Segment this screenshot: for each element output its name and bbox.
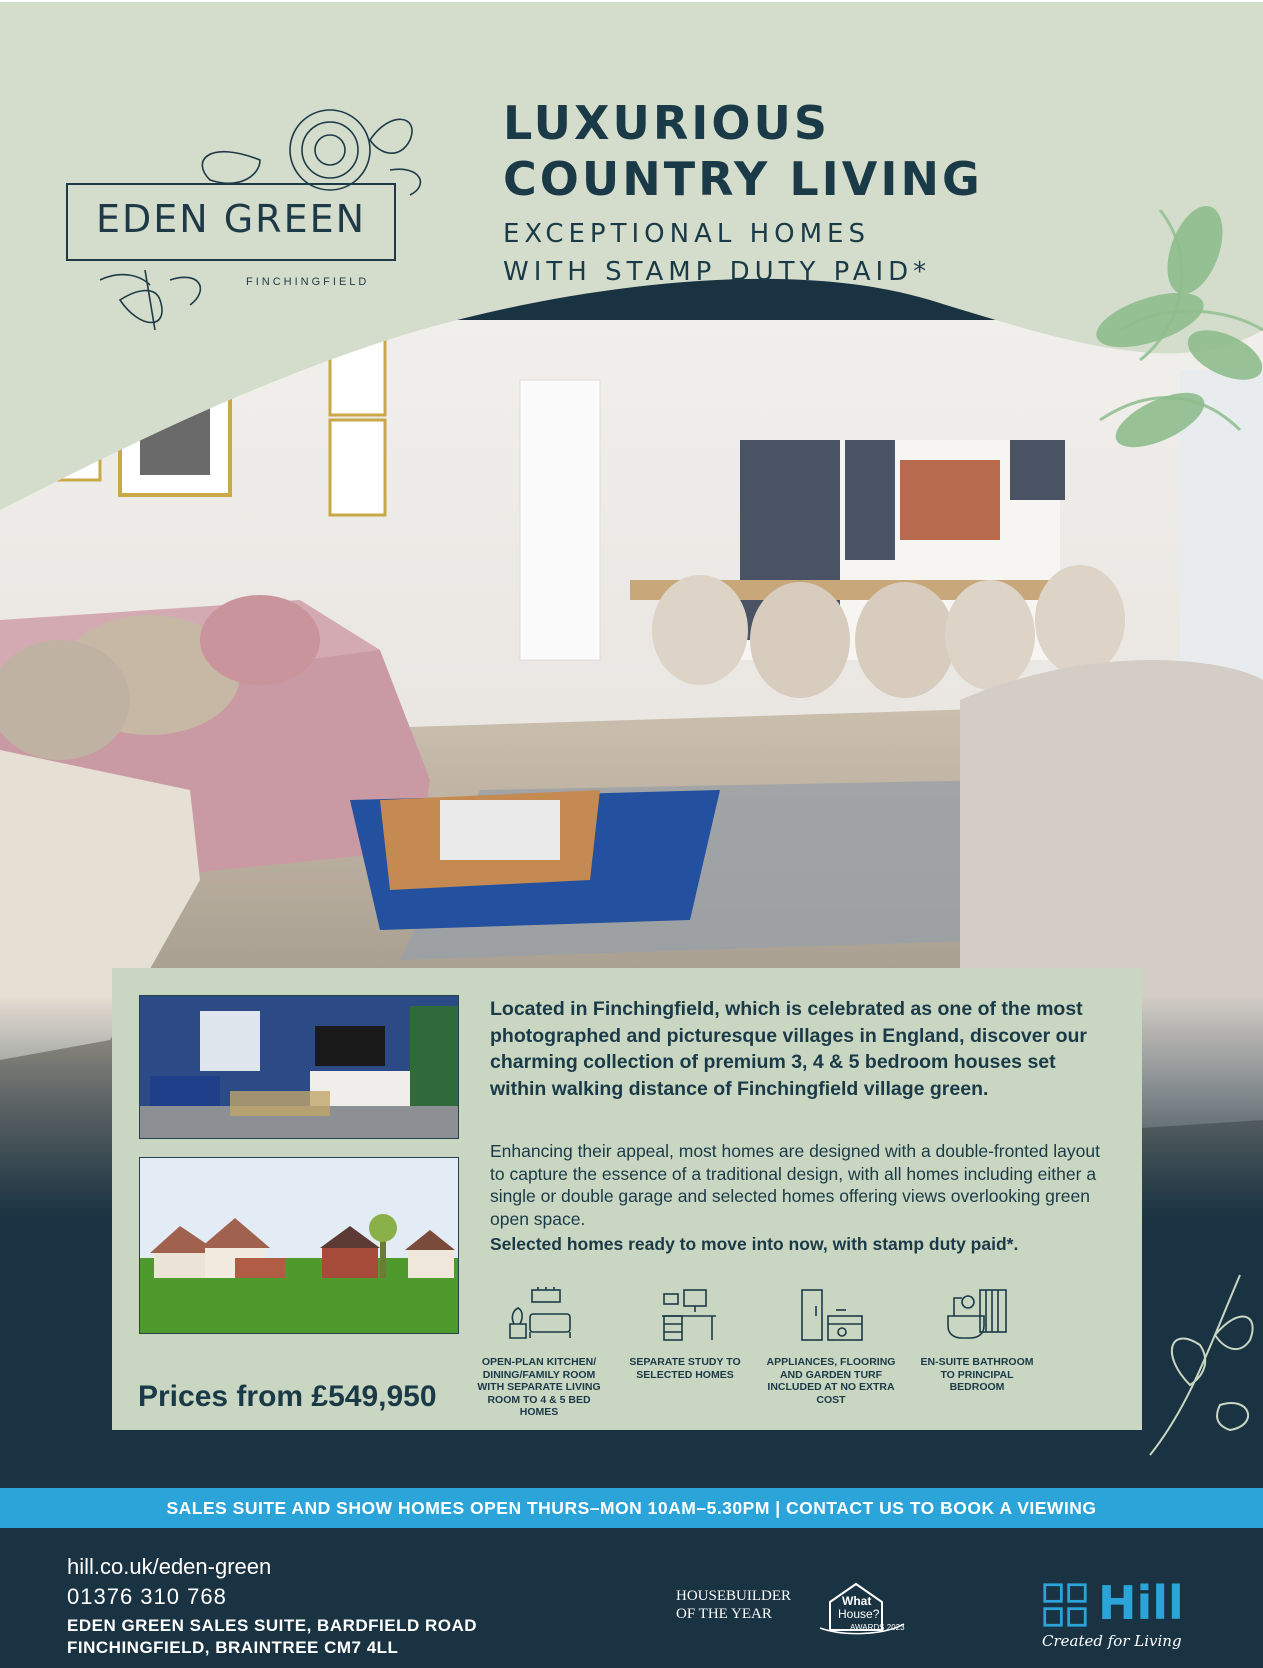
subhead-line-1: EXCEPTIONAL HOMES [503, 219, 870, 249]
award-badge-line-1: What [842, 1594, 872, 1608]
award-badge-line-3: AWARDS 2023 [850, 1623, 905, 1632]
award-line-1: HOUSEBUILDER [676, 1588, 791, 1604]
body-paragraph: Enhancing their appeal, most homes are designed with a double-fronted layout to capture the essence of a traditional design, with all homes including either a single or double garage and selected homes offering views overlooking green open space. [490, 1141, 1100, 1229]
whathouse-logo [812, 1578, 912, 1638]
feature-kitchen-caption: OPEN-PLAN KITCHEN/ DINING/FAMILY ROOM WITH SEPARATE LIVING ROOM TO 4 & 5 BED HOMES [477, 1356, 601, 1418]
headline-line-2: COUNTRY LIVING [503, 152, 983, 206]
hill-grid-icon [1042, 1582, 1088, 1628]
phone-number[interactable]: 01376 310 768 [67, 1584, 227, 1609]
top-border [0, 0, 1263, 2]
logo-box [66, 183, 396, 261]
bathroom-icon [942, 1286, 1012, 1344]
company-tagline: Created for Living [1042, 1632, 1182, 1650]
headline-line-1: LUXURIOUS [503, 96, 830, 150]
opening-hours-banner: SALES SUITE AND SHOW HOMES OPEN THURS–MON 10AM–5.30PM | CONTACT US TO BOOK A VIEWING [0, 1488, 1263, 1528]
brand-name: EDEN GREEN [95, 197, 367, 241]
study-desk-icon [650, 1286, 720, 1344]
company-name: Hill [1098, 1576, 1184, 1630]
feature-kitchen [474, 1286, 604, 1419]
lead-paragraph: Located in Finchingfield, which is celebrated as one of the most photographed and picturesque villages in England, discover our charming collection of premium 3, 4 & 5 bedroom houses set within walking distance of Finchingfield village green. [490, 998, 1088, 1100]
feature-bathroom [912, 1286, 1042, 1394]
exterior-thumbnail [139, 1157, 459, 1334]
footer [0, 1528, 1263, 1668]
award-badge [676, 1578, 916, 1642]
feature-appliances [766, 1286, 896, 1406]
price-text: Prices from £549,950 [138, 1380, 437, 1413]
living-room-thumbnail [139, 995, 459, 1139]
brand-location: FINCHINGFIELD [246, 276, 370, 288]
info-panel [112, 968, 1142, 1430]
feature-study-caption: SEPARATE STUDY TO SELECTED HOMES [629, 1356, 741, 1381]
feature-study [620, 1286, 750, 1381]
kitchen-living-icon [504, 1286, 574, 1344]
subheadline [503, 215, 931, 291]
highlight-paragraph: Selected homes ready to move into now, with stamp duty paid*. [490, 1234, 1019, 1254]
exterior-illustration [140, 1158, 458, 1333]
headline [503, 95, 983, 207]
award-line-2: OF THE YEAR [676, 1606, 772, 1622]
address-line-2: FINCHINGFIELD, BRAINTREE CM7 4LL [67, 1638, 399, 1657]
website-link[interactable]: hill.co.uk/eden-green [67, 1554, 272, 1579]
feature-bathroom-caption: EN-SUITE BATHROOM TO PRINCIPAL BEDROOM [920, 1356, 1034, 1393]
subhead-line-2: WITH STAMP DUTY PAID* [503, 257, 932, 287]
award-badge-line-2: House? [838, 1607, 880, 1621]
decorative-leaf-icon [1130, 1265, 1263, 1465]
living-room-illustration [140, 996, 458, 1138]
hill-logo [1040, 1572, 1240, 1652]
appliances-icon [796, 1286, 866, 1344]
feature-appliances-caption: APPLIANCES, FLOORING AND GARDEN TURF INCLUDED AT NO EXTRA COST [766, 1356, 896, 1406]
address-line-1: EDEN GREEN SALES SUITE, BARDFIELD ROAD [67, 1616, 478, 1635]
